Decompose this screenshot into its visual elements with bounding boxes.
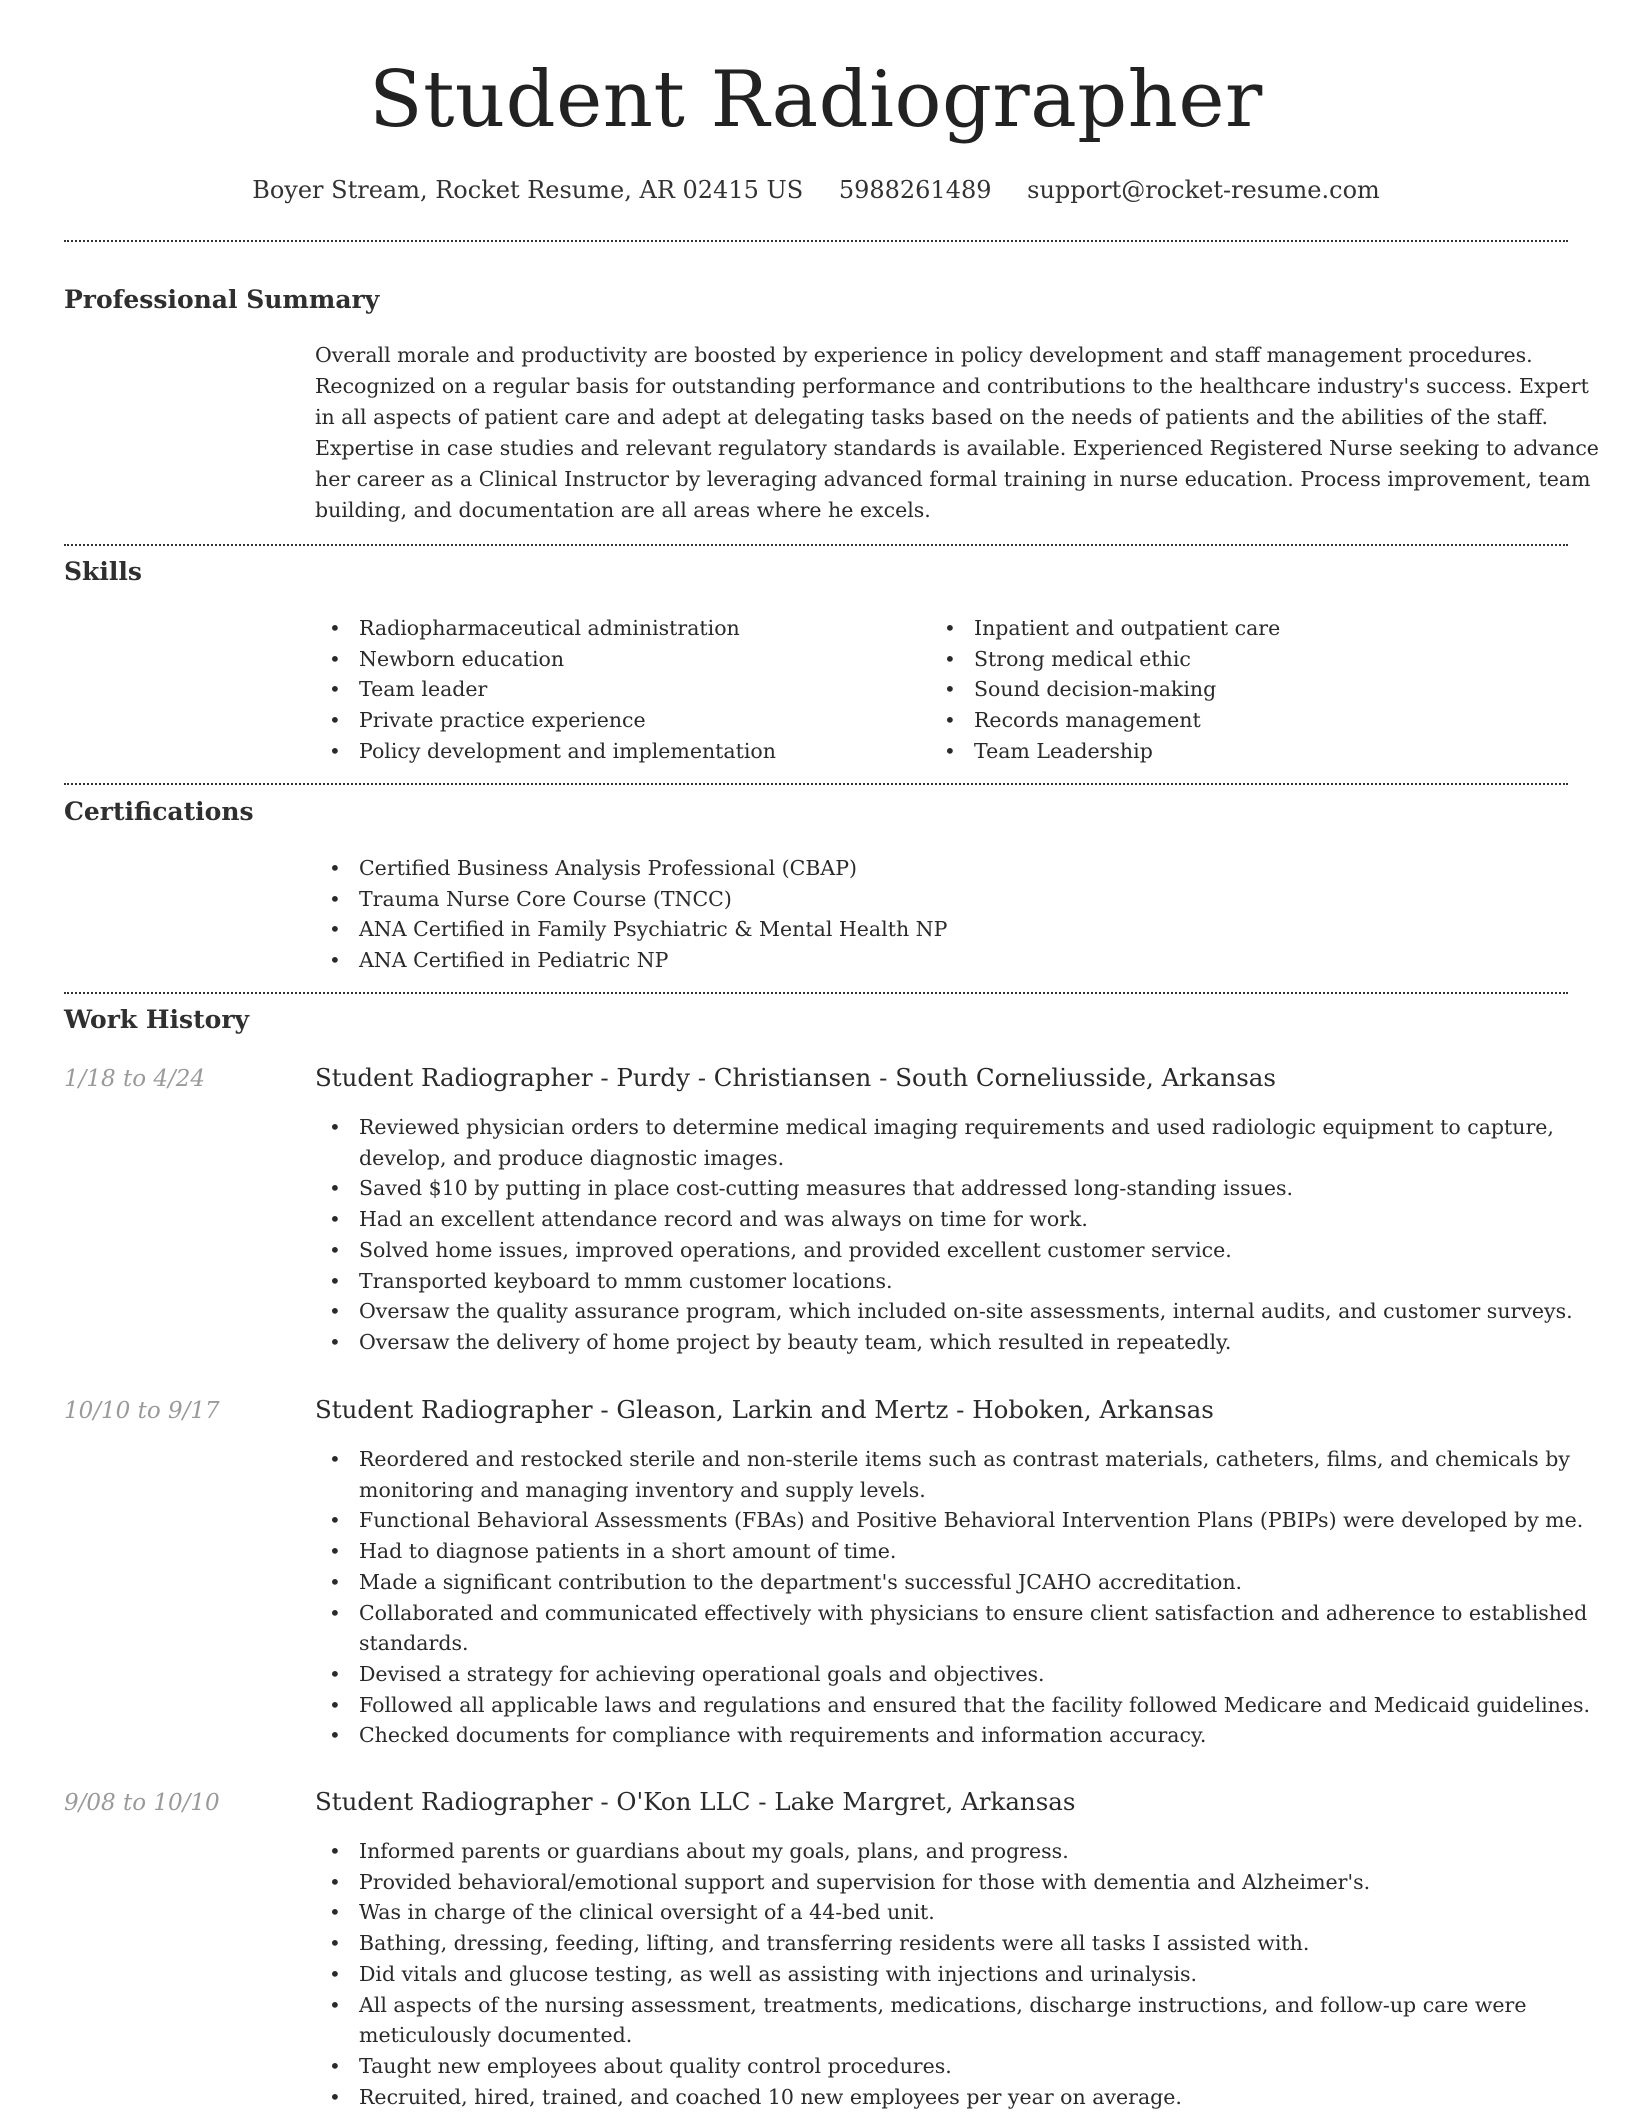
job-bullets — [315, 1836, 1615, 2112]
job-bullet: • Solved home issues, improved operations, and provided excellent customer service. — [315, 1235, 1615, 1266]
section-divider — [64, 783, 1568, 785]
job-bullet: • Saved $10 by putting in place cost-cutting measures that addressed long-standing issues. — [315, 1173, 1615, 1204]
job-dates: 9/08 to 10/10 — [64, 1790, 220, 1816]
skill-item: • Newborn education — [315, 644, 915, 675]
certification-item: • Trauma Nurse Core Course (TNCC) — [315, 884, 1515, 915]
skill-item: • Policy development and implementation — [315, 736, 915, 767]
job-bullet: • Followed all applicable laws and regulations and ensured that the facility followed Medicare and Medicaid guidelines. — [315, 1690, 1615, 1721]
job-bullet: • Informed parents or guardians about my goals, plans, and progress. — [315, 1836, 1615, 1867]
job-bullet: • Reordered and restocked sterile and non-sterile items such as contrast materials, catheters, films, and chemicals by monitoring and managing inventory and supply levels. — [315, 1444, 1615, 1505]
job-bullet: • Checked documents for compliance with requirements and information accuracy. — [315, 1720, 1615, 1751]
job-title: Student Radiographer - Purdy - Christiansen - South Corneliusside, Arkansas — [315, 1063, 1276, 1092]
section-divider — [64, 992, 1568, 994]
skill-item: • Team leader — [315, 674, 915, 705]
contact-phone: 5988261489 — [838, 176, 992, 204]
certifications-heading: Certifications — [64, 797, 254, 826]
skills-list-right — [930, 613, 1530, 767]
job-bullets — [315, 1112, 1615, 1358]
section-divider — [64, 240, 1568, 242]
skill-item: • Private practice experience — [315, 705, 915, 736]
job-bullet: • Had an excellent attendance record and was always on time for work. — [315, 1204, 1615, 1235]
skill-item: • Team Leadership — [930, 736, 1530, 767]
job-bullet: • Oversaw the delivery of home project by beauty team, which resulted in repeatedly. — [315, 1327, 1615, 1358]
work-history-heading: Work History — [64, 1005, 250, 1034]
job-bullet: • Devised a strategy for achieving operational goals and objectives. — [315, 1659, 1615, 1690]
contact-address: Boyer Stream, Rocket Resume, AR 02415 US — [252, 176, 804, 204]
skill-item: • Records management — [930, 705, 1530, 736]
job-dates: 1/18 to 4/24 — [64, 1066, 206, 1092]
job-bullet: • Recruited, hired, trained, and coached 10 new employees per year on average. — [315, 2082, 1615, 2112]
job-title: Student Radiographer - O'Kon LLC - Lake Margret, Arkansas — [315, 1787, 1076, 1816]
summary-text: Overall morale and productivity are boosted by experience in policy development and staff management procedures. Recognized on a regular basis for outstanding performance and contributions to the healthcare industry's success. Expert in all aspects of patient care and adept at delegating tasks based on the needs of patients and the abilities of the staff. Expertise in case studies and relevant regulatory standards is available. Experienced Registered Nurse seeking to advance her career as a Clinical Instructor by leveraging advanced formal training in nurse education. Process improvement, team building, and documentation are all areas where he excels. — [315, 343, 1599, 522]
certification-item: • Certified Business Analysis Professional (CBAP) — [315, 853, 1515, 884]
summary-heading: Professional Summary — [64, 285, 380, 314]
job-bullet: • Collaborated and communicated effectively with physicians to ensure client satisfaction and adherence to established standards. — [315, 1598, 1615, 1659]
job-bullet: • Bathing, dressing, feeding, lifting, and transferring residents were all tasks I assisted with. — [315, 1928, 1615, 1959]
job-bullet: • All aspects of the nursing assessment, treatments, medications, discharge instructions, and follow-up care were meticulously documented. — [315, 1990, 1615, 2051]
job-bullet: • Had to diagnose patients in a short amount of time. — [315, 1536, 1615, 1567]
job-bullets — [315, 1444, 1615, 1751]
skill-item: • Inpatient and outpatient care — [930, 613, 1530, 644]
certifications-list — [315, 853, 1515, 976]
skills-list-left — [315, 613, 915, 767]
job-bullet: • Made a significant contribution to the department's successful JCAHO accreditation. — [315, 1567, 1615, 1598]
job-dates: 10/10 to 9/17 — [64, 1398, 220, 1424]
job-bullet: • Oversaw the quality assurance program, which included on-site assessments, internal audits, and customer surveys. — [315, 1296, 1615, 1327]
skill-item: • Sound decision-making — [930, 674, 1530, 705]
resume-page — [64, 0, 1599, 2112]
contact-line — [64, 170, 1568, 210]
skills-heading: Skills — [64, 557, 142, 586]
contact-email: support@rocket-resume.com — [1027, 176, 1380, 204]
certification-item: • ANA Certified in Pediatric NP — [315, 945, 1515, 976]
job-bullet: • Functional Behavioral Assessments (FBAs) and Positive Behavioral Intervention Plans (PBIPs) were developed by me. — [315, 1505, 1615, 1536]
job-bullet: • Did vitals and glucose testing, as well as assisting with injections and urinalysis. — [315, 1959, 1615, 1990]
job-title: Student Radiographer - Gleason, Larkin and Mertz - Hoboken, Arkansas — [315, 1395, 1214, 1424]
job-bullet: • Transported keyboard to mmm customer locations. — [315, 1266, 1615, 1297]
job-bullet: • Reviewed physician orders to determine medical imaging requirements and used radiologic equipment to capture, develop, and produce diagnostic images. — [315, 1112, 1615, 1173]
skill-item: • Strong medical ethic — [930, 644, 1530, 675]
section-divider — [64, 544, 1568, 546]
skill-item: • Radiopharmaceutical administration — [315, 613, 915, 644]
certification-item: • ANA Certified in Family Psychiatric & Mental Health NP — [315, 914, 1515, 945]
job-bullet: • Was in charge of the clinical oversight of a 44-bed unit. — [315, 1897, 1615, 1928]
job-bullet: • Taught new employees about quality control procedures. — [315, 2051, 1615, 2082]
candidate-name: Student Radiographer — [369, 55, 1263, 145]
job-bullet: • Provided behavioral/emotional support and supervision for those with dementia and Alzheimer's. — [315, 1867, 1615, 1898]
